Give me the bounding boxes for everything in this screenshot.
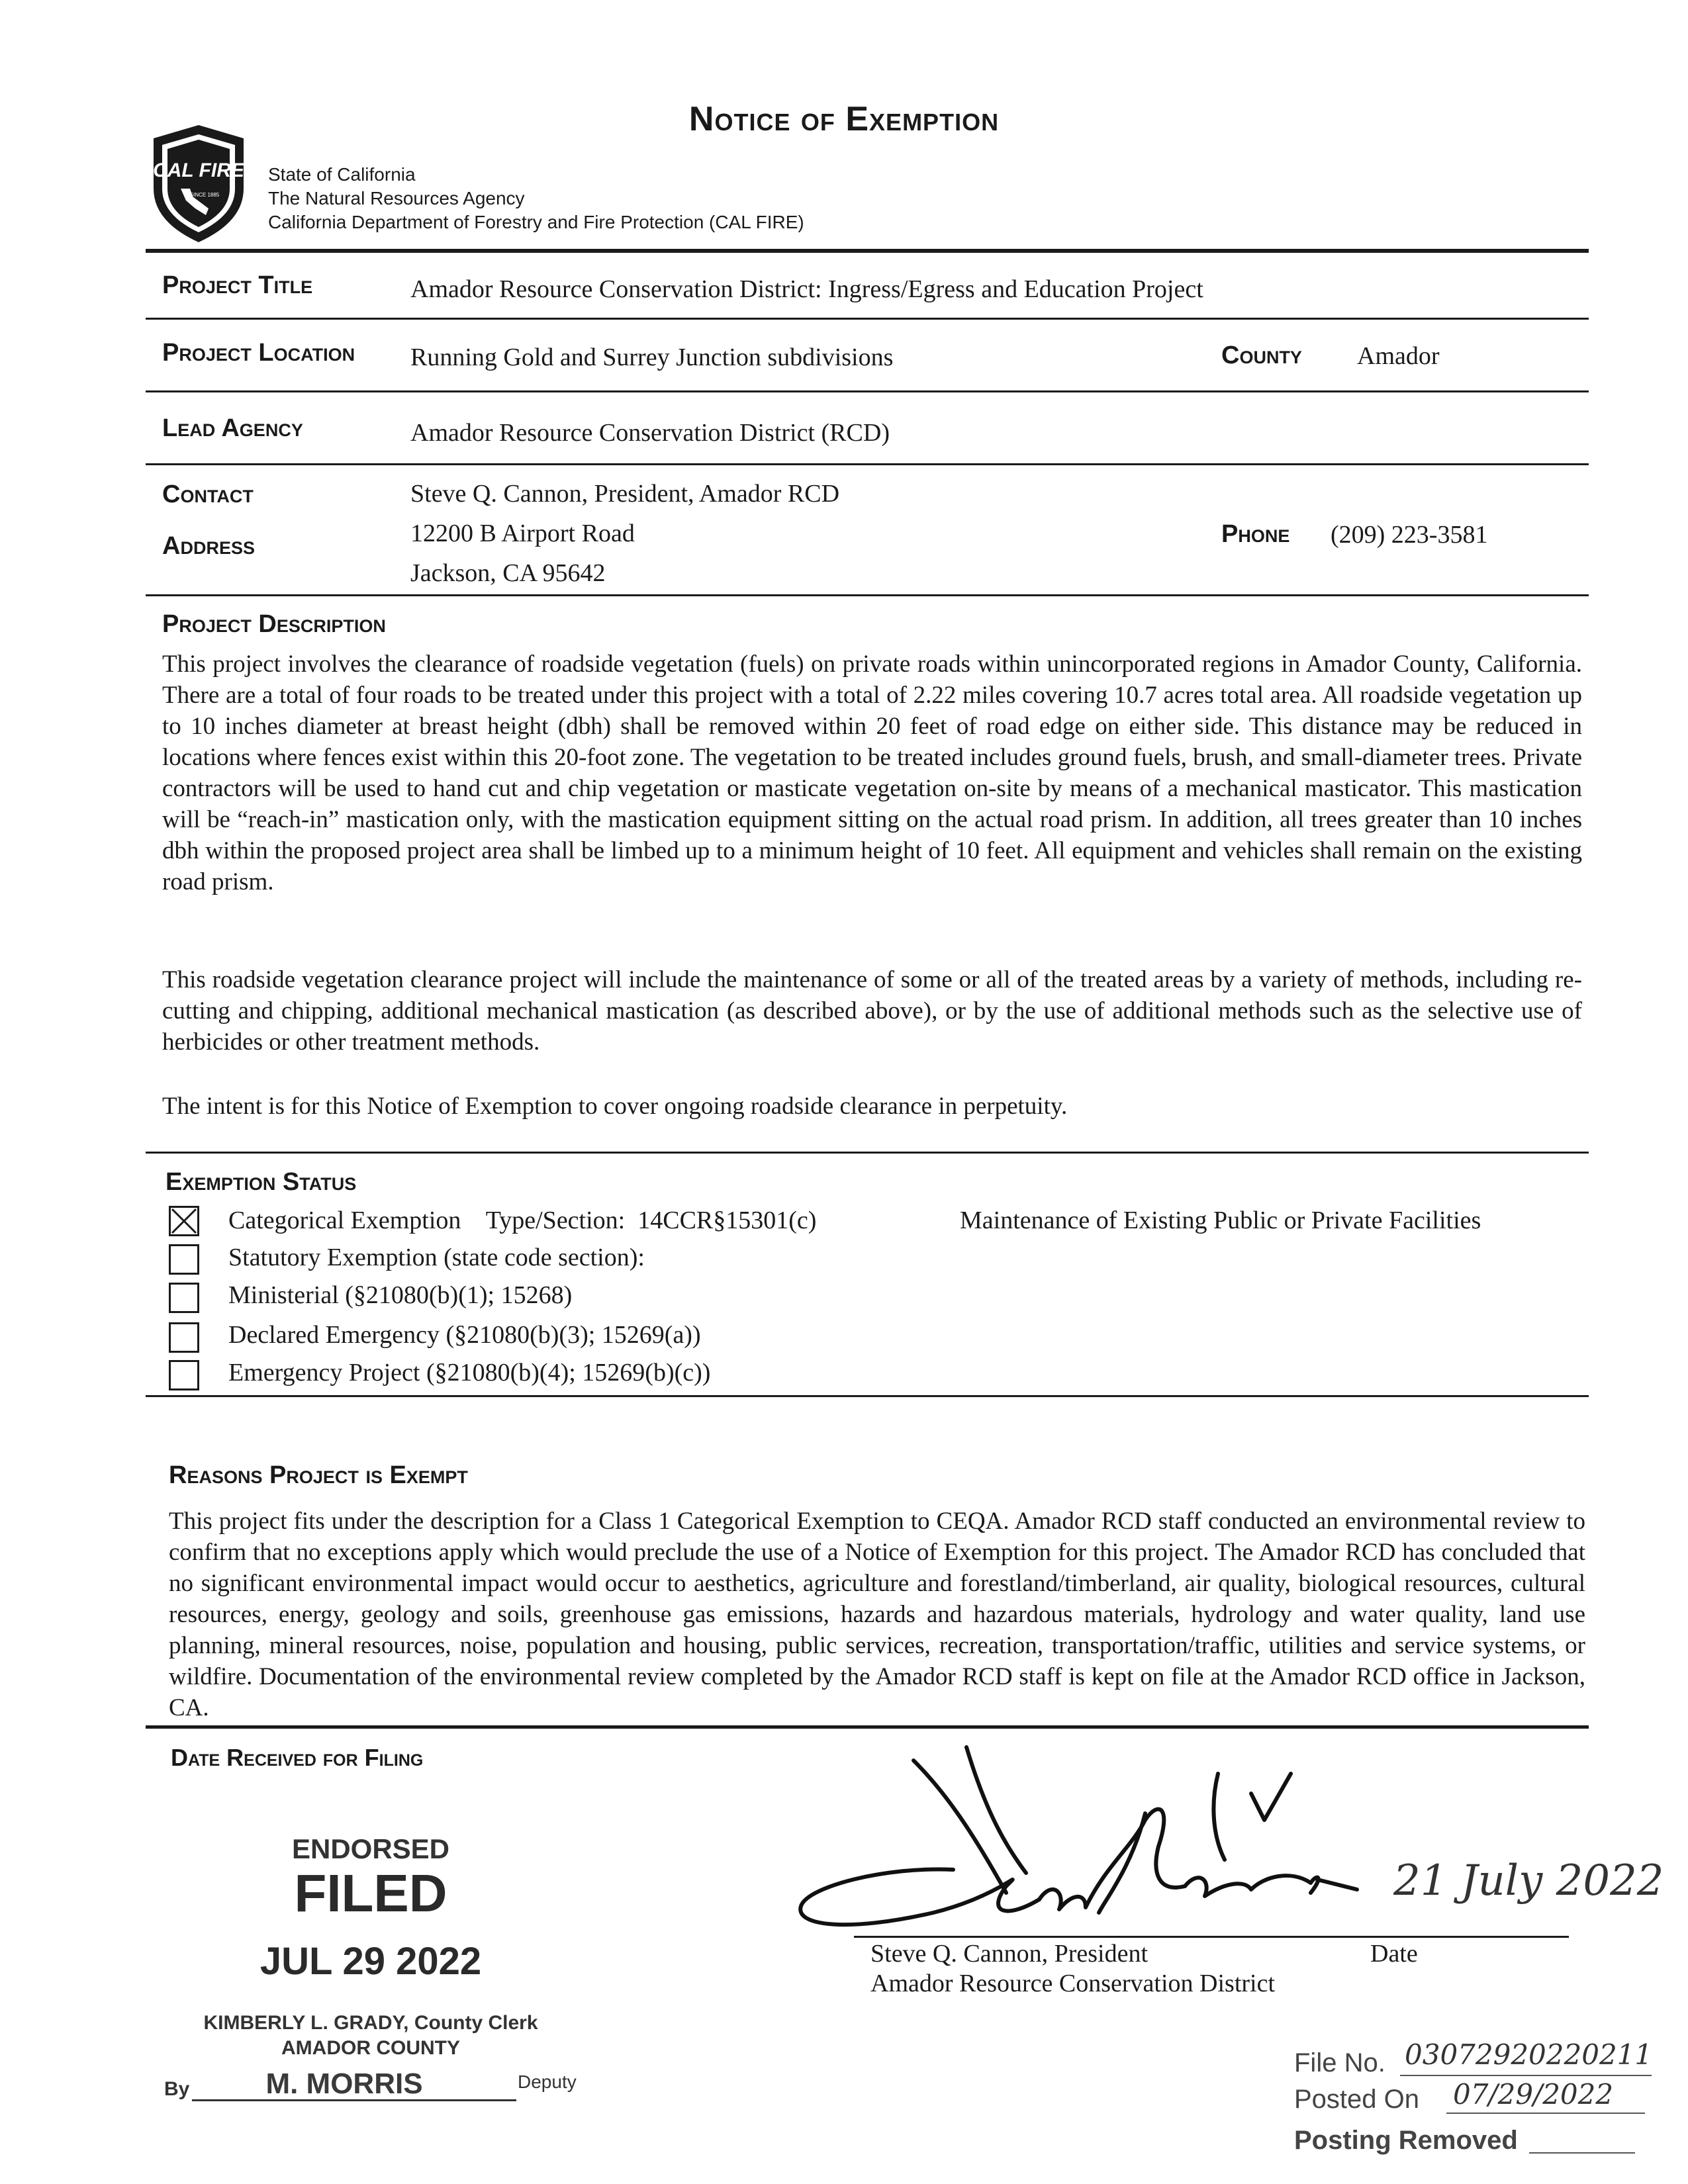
file-no-underline bbox=[1400, 2075, 1652, 2076]
signed-date: 21 July 2022 bbox=[1393, 1856, 1664, 1905]
reasons-label: Reasons Project is Exempt bbox=[169, 1461, 468, 1489]
signature-image bbox=[788, 1734, 1450, 1952]
stamp-by: By bbox=[164, 2078, 190, 2100]
date-received-label: Date Received for Filing bbox=[171, 1744, 424, 1771]
stamp-deputy-label: Deputy bbox=[518, 2071, 577, 2092]
project-location-value: Running Gold and Surrey Junction subdivisions bbox=[410, 343, 894, 371]
row-divider bbox=[146, 390, 1589, 392]
address-line: Jackson, CA 95642 bbox=[410, 559, 606, 587]
lead-agency-label: Lead Agency bbox=[162, 414, 303, 442]
row-divider bbox=[146, 1395, 1589, 1397]
emergency-project-checkbox[interactable] bbox=[169, 1360, 199, 1390]
reasons-paragraph: This project fits under the description for a Class 1 Categorical Exemption to CEQA. Amador RCD staff conducted an environmental review to confirm that no exceptions apply which would preclude the use of a Notice of Exemption for this project. The Amador RCD has concluded that no significant environmental impact would occur to aesthetics, agriculture and forestland/timberland, air quality, biological resources, cultural resources, energy, geology and soils, greenhouse gas emissions, hazards and hazardous materials, hydrology and water quality, land use planning, mineral resources, noise, population and housing, public services, recreation, transportation/traffic, utilities and service systems, or wildfire. Documentation of the environmental review completed by the Amador RCD staff is kept on file at the Amador RCD office in Jackson, CA. bbox=[169, 1508, 1585, 1721]
posted-on-underline bbox=[1446, 2113, 1645, 2114]
description-paragraph: The intent is for this Notice of Exemption to cover ongoing roadside clearance in perpetuity. bbox=[162, 1093, 1068, 1120]
signer-name: Steve Q. Cannon, President bbox=[870, 1940, 1149, 1968]
row-divider bbox=[146, 463, 1589, 465]
posting-removed-underline bbox=[1529, 2152, 1635, 2154]
file-no-value: 03072920220211 bbox=[1405, 2038, 1653, 2071]
posted-on-value: 07/29/2022 bbox=[1453, 2078, 1614, 2111]
exemption-option-label: Emergency Project (§21080(b)(4); 15269(b)(c)) bbox=[228, 1359, 711, 1387]
project-title-label: Project Title bbox=[162, 271, 313, 299]
exemption-option-note: Maintenance of Existing Public or Private Facilities bbox=[960, 1206, 1481, 1234]
contact-label: Contact bbox=[162, 480, 254, 508]
header-rule bbox=[146, 249, 1589, 253]
row-divider bbox=[146, 1725, 1589, 1729]
logo-text: CAL FIRE bbox=[153, 159, 244, 181]
exemption-option-label: Statutory Exemption (state code section): bbox=[228, 1244, 645, 1271]
contact-line: Steve Q. Cannon, President, Amador RCD bbox=[410, 480, 840, 508]
description-paragraph: This roadside vegetation clearance project will include the maintenance of some or all of the treated areas by a variety of methods, including re-cutting and chipping, additional mechanical mastication (as described above), or by the use of additional methods such as the selective use of herbicides or other treatment methods. bbox=[162, 966, 1582, 1056]
signature-line bbox=[854, 1936, 1569, 1938]
signer-org: Amador Resource Conservation District bbox=[870, 1970, 1276, 1997]
exemption-option-label: Ministerial (§21080(b)(1); 15268) bbox=[228, 1281, 573, 1309]
agency-line-state: State of California bbox=[268, 164, 416, 185]
statutory-exemption-checkbox[interactable] bbox=[169, 1244, 199, 1275]
ministerial-checkbox[interactable] bbox=[169, 1283, 199, 1313]
declared-emergency-checkbox[interactable] bbox=[169, 1322, 199, 1353]
cal-fire-logo bbox=[149, 122, 248, 245]
exemption-option-label: Categorical Exemption Type/Section: 14CCR§15301(c) bbox=[228, 1206, 817, 1234]
page-title: Notice of Exemption bbox=[688, 100, 1000, 138]
project-title-value: Amador Resource Conservation District: Ingress/Egress and Education Project bbox=[410, 275, 1203, 303]
county-value: Amador bbox=[1357, 342, 1440, 370]
exemption-status-label: Exemption Status bbox=[165, 1168, 357, 1196]
file-no-label: File No. bbox=[1294, 2048, 1385, 2077]
stamp-county: AMADOR COUNTY bbox=[281, 2037, 460, 2059]
stamp-deputy-name: M. MORRIS bbox=[265, 2068, 423, 2100]
county-label: County bbox=[1221, 341, 1302, 369]
stamp-clerk: KIMBERLY L. GRADY, County Clerk bbox=[203, 2012, 538, 2034]
address-line: 12200 B Airport Road bbox=[410, 520, 635, 547]
description-paragraph: This project involves the clearance of roadside vegetation (fuels) on private roads within unincorporated regions in Amador County, California. There are a total of four roads to be treated under this project with a total of 2.22 miles covering 10.7 acres total area. All roadside vegetation up to 10 inches diameter at breast height (dbh) shall be removed within 20 feet of road edge on either side. This distance may be reduced in locations where fences exist within this 20-foot zone. The vegetation to be treated includes ground fuels, brush, and small-diameter trees. Private contractors will be used to hand cut and chip vegetation or masticate vegetation on-site by means of a mechanical masticator. This mastication will be “reach-in” mastication only, with the mastication equipment sitting on the actual road prism. In addition, all trees greater than 10 inches dbh within the proposed project area shall be limbed up to a minimum height of 10 feet. All equipment and vehicles shall remain on the existing road prism. bbox=[162, 651, 1582, 895]
posted-on-label: Posted On bbox=[1294, 2085, 1420, 2114]
agency-line-calfire: California Department of Forestry and Fire Protection (CAL FIRE) bbox=[268, 212, 804, 232]
date-label: Date bbox=[1370, 1940, 1418, 1968]
categorical-exemption-checkbox[interactable] bbox=[169, 1206, 199, 1236]
phone-label: Phone bbox=[1221, 520, 1290, 548]
stamp-endorsed: ENDORSED bbox=[291, 1833, 450, 1864]
row-divider bbox=[146, 318, 1589, 320]
lead-agency-value: Amador Resource Conservation District (RCD) bbox=[410, 419, 890, 447]
row-divider bbox=[146, 1152, 1589, 1154]
exemption-option-label: Declared Emergency (§21080(b)(3); 15269(a)) bbox=[228, 1321, 701, 1349]
stamp-date: JUL 29 2022 bbox=[259, 1940, 482, 1983]
project-location-label: Project Location bbox=[162, 339, 355, 367]
posting-removed-label: Posting Removed bbox=[1294, 2126, 1518, 2155]
logo-since: SINCE 1885 bbox=[189, 192, 220, 198]
row-divider bbox=[146, 594, 1589, 596]
phone-value: (209) 223-3581 bbox=[1331, 521, 1488, 549]
agency-line-resources: The Natural Resources Agency bbox=[268, 188, 525, 208]
project-description-label: Project Description bbox=[162, 610, 386, 638]
stamp-filed: FILED bbox=[294, 1864, 447, 1923]
address-label: Address bbox=[162, 532, 255, 560]
